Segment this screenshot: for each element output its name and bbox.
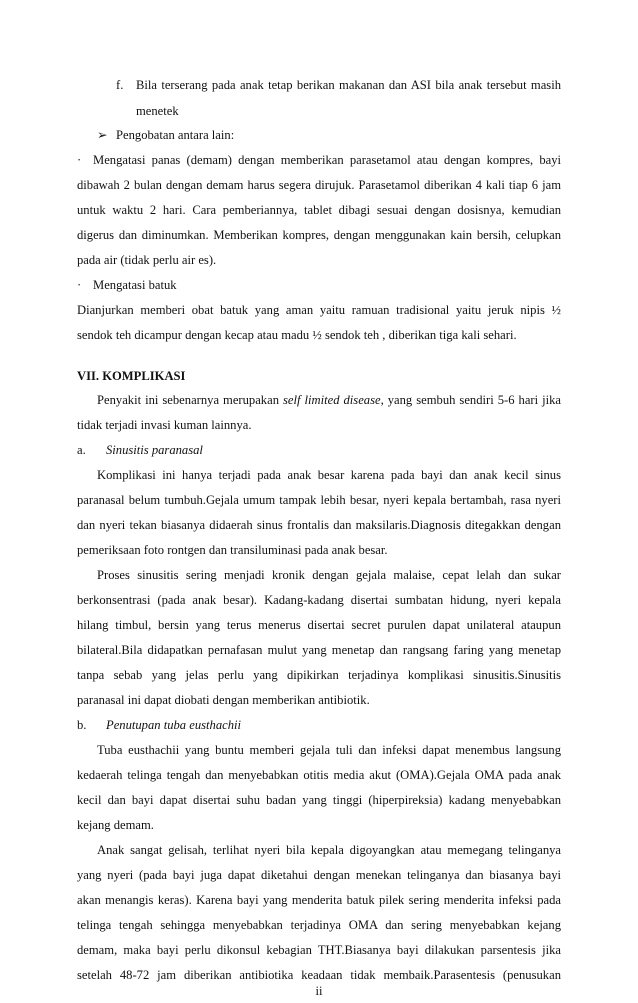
fever-bullet: · (77, 153, 82, 167)
paragraph-line: tanpa sebab yang jelas perlu yang dipikirkan terjadinya komplikasi sinusitis.Sinusitis (77, 668, 561, 682)
arrow-bullet-icon: ➢ (97, 128, 108, 142)
paragraph-line: setelah 48-72 jam diberikan antibiotika keadaan tidak membaik.Parasentesis (penusukan (77, 968, 561, 982)
paragraph-line: Proses sinusitis sering menjadi kronik dengan gejala malaise, cepat lelah dan sukar (97, 568, 561, 582)
paragraph-line: Komplikasi ini hanya terjadi pada anak besar karena pada bayi dan anak kecil sinus (97, 468, 561, 482)
fever-line: untuk waktu 2 hari. Cara pemberiannya, tablet dibagi sesuai dengan dosisnya, kemudian (77, 203, 561, 217)
paragraph-line: Tuba eusthachii yang buntu memberi gejala tuli dan infeksi dapat menembus langsung (97, 743, 561, 757)
subsection-b-title: Penutupan tuba eusthachii (106, 718, 242, 732)
fever-line: Mengatasi panas (demam) dengan memberikan parasetamol atau dengan kompres, bayi (93, 153, 561, 167)
paragraph-line: dan nyeri tekan biasanya didaerah sinus frontalis dan maksilaris.Diagnosis ditegakkan dengan (77, 518, 561, 532)
list-item-f-line2: menetek (136, 104, 179, 118)
paragraph-line: berkonsentrasi (pada anak besar). Kadang-kadang disertai sumbatan hidung, nyeri kepala (77, 593, 561, 607)
paragraph-line: kecil dan bayi dapat disertai suhu badan yang tinggi (hiperpireksia) kadang menyebabkan (77, 793, 561, 807)
fever-line: dibawah 2 bulan dengan demam harus segera dirujuk. Parasetamol diberikan 4 kali tiap 6 jam (77, 178, 561, 192)
section-intro-line1: Penyakit ini sebenarnya merupakan self limited disease, yang sembuh sendiri 5-6 hari jika (97, 393, 561, 407)
cough-line: sendok teh dicampur dengan kecap atau madu ½ sendok teh , diberikan tiga kali sehari. (77, 328, 517, 342)
paragraph-line: paranasal ini dapat diobati dengan memberikan antibiotik. (77, 693, 370, 707)
subsection-b-marker: b. (77, 718, 87, 732)
paragraph-line: yang nyeri (pada bayi juga dapat diketahui dengan menekan telinganya dan biasanya bayi (77, 868, 561, 882)
paragraph-line: hilang timbul, bersin yang terus menerus disertai secret purulen dapat unilateral ataupun (77, 618, 561, 632)
list-marker-f: f. (116, 78, 124, 92)
page-number: ii (315, 984, 323, 998)
subsection-a-title: Sinusitis paranasal (106, 443, 203, 457)
fever-line: pada air (tidak perlu air es). (77, 253, 217, 267)
paragraph-line: bilateral.Bila didapatkan pernafasan mulut yang menetap dan rangsang faring yang menetap (77, 643, 561, 657)
paragraph-line: Anak sangat gelisah, terlihat nyeri bila kepala digoyangkan atau memegang telinganya (97, 843, 561, 857)
paragraph-line: kedaerah telinga tengah dan menyebabkan otitis media akut (OMA).Gejala OMA pada anak (77, 768, 561, 782)
cough-bullet: · (77, 278, 82, 292)
section-intro-line2: tidak terjadi invasi kuman lainnya. (77, 418, 252, 432)
self-limited-disease-term: self limited disease (283, 393, 381, 407)
section-heading: VII. KOMPLIKASI (77, 369, 186, 383)
subsection-a-marker: a. (77, 443, 86, 457)
paragraph-line: telinga tengah sehingga menyebabkan terjadinya OMA dan sering menyebabkan kejang (77, 918, 561, 932)
paragraph-line: paranasal belum tumbuh.Gejala umum tampak lebih besar, nyeri kepala bertambah, rasa nyeri (77, 493, 561, 507)
fever-line: digerus dan diminumkan. Memberikan kompres, dengan menggunakan kain bersih, celupkan (77, 228, 561, 242)
cough-line: Dianjurkan memberi obat batuk yang aman yaitu ramuan tradisional yaitu jeruk nipis ½ (77, 303, 561, 317)
cough-heading: Mengatasi batuk (93, 278, 177, 292)
paragraph-line: kejang demam. (77, 818, 154, 832)
paragraph-line: demam, maka bayi perlu dikonsul kebagian THT.Biasanya bayi dilakukan parsentesis jika (77, 943, 561, 957)
paragraph-line: akan menangis keras). Karena bayi yang menderita batuk pilek sering menderita infeksi pada (77, 893, 561, 907)
treatment-heading: Pengobatan antara lain: (116, 128, 235, 142)
list-item-f-line1: Bila terserang pada anak tetap berikan makanan dan ASI bila anak tersebut masih (136, 78, 561, 92)
paragraph-line: pemeriksaan foto rontgen dan transiluminasi pada anak besar. (77, 543, 388, 557)
